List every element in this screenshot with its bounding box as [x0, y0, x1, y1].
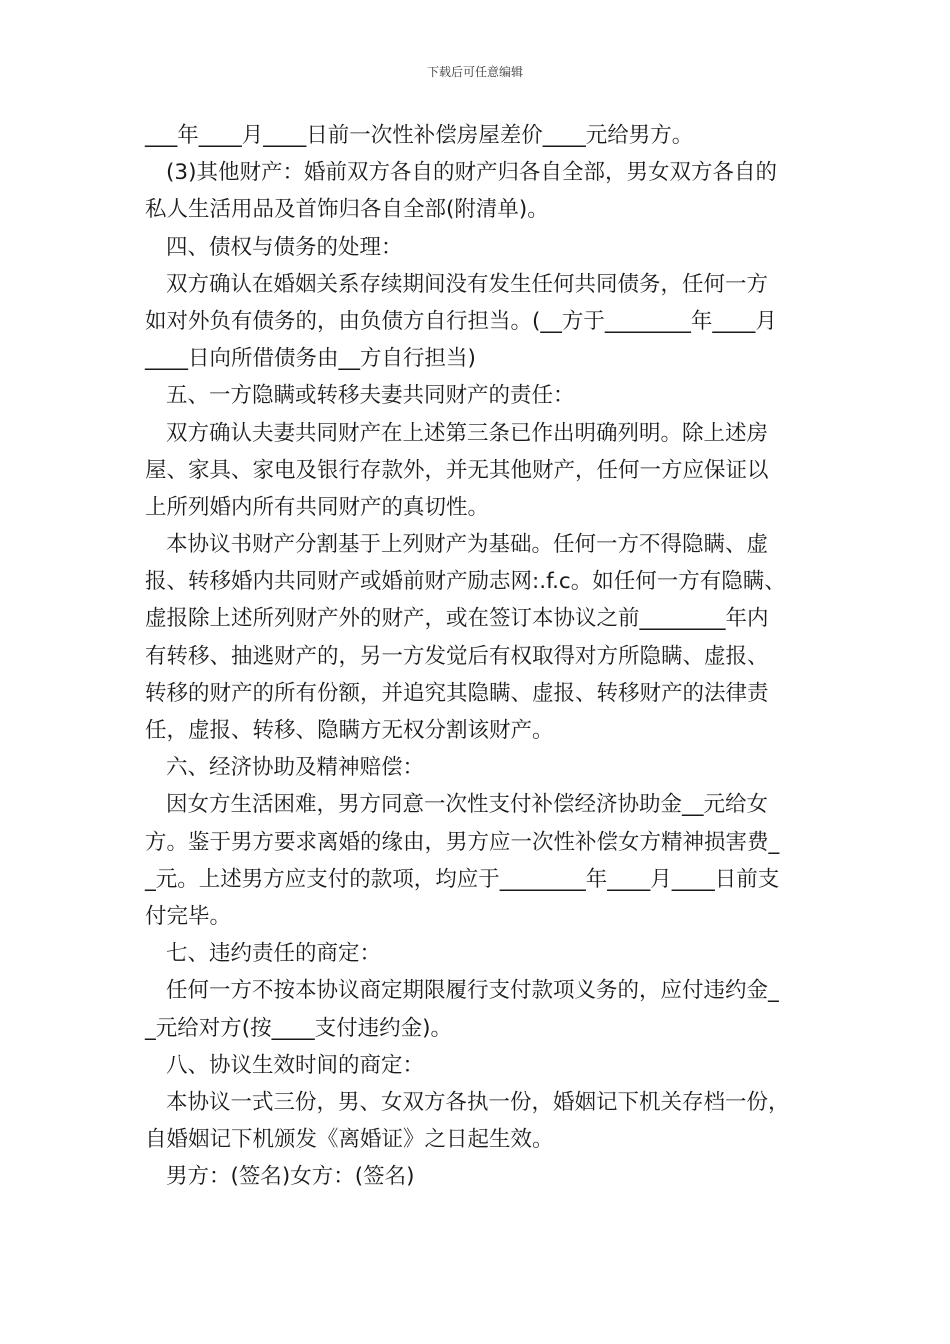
text-line: 如对外负有债务的，由负债方自行担当。(__方于________年____月 — [145, 308, 777, 334]
text-line: 五、一方隐瞒或转移夫妻共同财产的责任： — [166, 383, 575, 409]
text-line: 付完毕。 — [145, 903, 232, 929]
text-line: 七、违约责任的商定： — [166, 941, 382, 967]
text-line: 双方确认在婚姻关系存续期间没有发生任何共同债务，任何一方 — [166, 271, 769, 297]
document-body — [145, 117, 809, 1195]
text-line: (3)其他财产：婚前双方各自的财产归各自全部，男女双方各自的 — [166, 160, 777, 186]
text-line: 报、转移婚内共同财产或婚前财产励志网:.f.c。如任何一方有隐瞒、 — [145, 569, 786, 595]
text-line: 双方确认夫妻共同财产在上述第三条已作出明确列明。除上述房 — [166, 420, 769, 446]
text-line: 虚报除上述所列财产外的财产，或在签订本协议之前________年内 — [145, 606, 769, 632]
text-line: 屋、家具、家电及银行存款外，并无其他财产，任何一方应保证以 — [145, 457, 769, 483]
text-line: 方。鉴于男方要求离婚的缘由，男方应一次性补偿女方精神损害费_ — [145, 829, 780, 855]
text-line: 有转移、抽逃财产的，另一方发觉后有权取得对方所隐瞒、虚报、 — [145, 643, 769, 669]
text-line: 因女方生活困难，男方同意一次性支付补偿经济协助金__元给女 — [166, 792, 769, 818]
text-line: 自婚姻记下机颁发《离婚证》之日起生效。 — [145, 1127, 554, 1153]
text-line: 任何一方不按本协议商定期限履行支付款项义务的，应付违约金_ — [166, 978, 779, 1004]
text-line: _元。上述男方应支付的款项，均应于________年____月____日前支 — [145, 866, 780, 892]
page-header: 下载后可任意编辑 — [426, 65, 523, 79]
text-line: 八、协议生效时间的商定： — [166, 1052, 425, 1078]
text-line: _元给对方(按____支付违约金)。 — [145, 1015, 453, 1041]
text-line: ____日向所借债务由__方自行担当) — [145, 346, 476, 372]
text-line: ___年____月____日前一次性补偿房屋差价____元给男方。 — [145, 123, 694, 148]
text-line: 私人生活用品及首饰归各自全部(附清单)。 — [145, 197, 549, 223]
text-line: 上所列婚内所有共同财产的真切性。 — [145, 494, 490, 520]
text-line: 任，虚报、转移、隐瞒方无权分割该财产。 — [145, 718, 554, 743]
text-line: 四、债权与债务的处理： — [166, 234, 403, 260]
text-line: 本协议一式三份，男、女双方各执一份，婚姻记下机关存档一份， — [166, 1089, 790, 1115]
text-line: 男方：(签名)女方：(签名) — [166, 1164, 415, 1190]
text-line: 转移的财产的所有份额，并追究其隐瞒、虚报、转移财产的法律责 — [145, 680, 769, 706]
text-line: 本协议书财产分割基于上列财产为基础。任何一方不得隐瞒、虚 — [166, 532, 769, 558]
text-line: 六、经济协助及精神赔偿： — [166, 755, 425, 781]
